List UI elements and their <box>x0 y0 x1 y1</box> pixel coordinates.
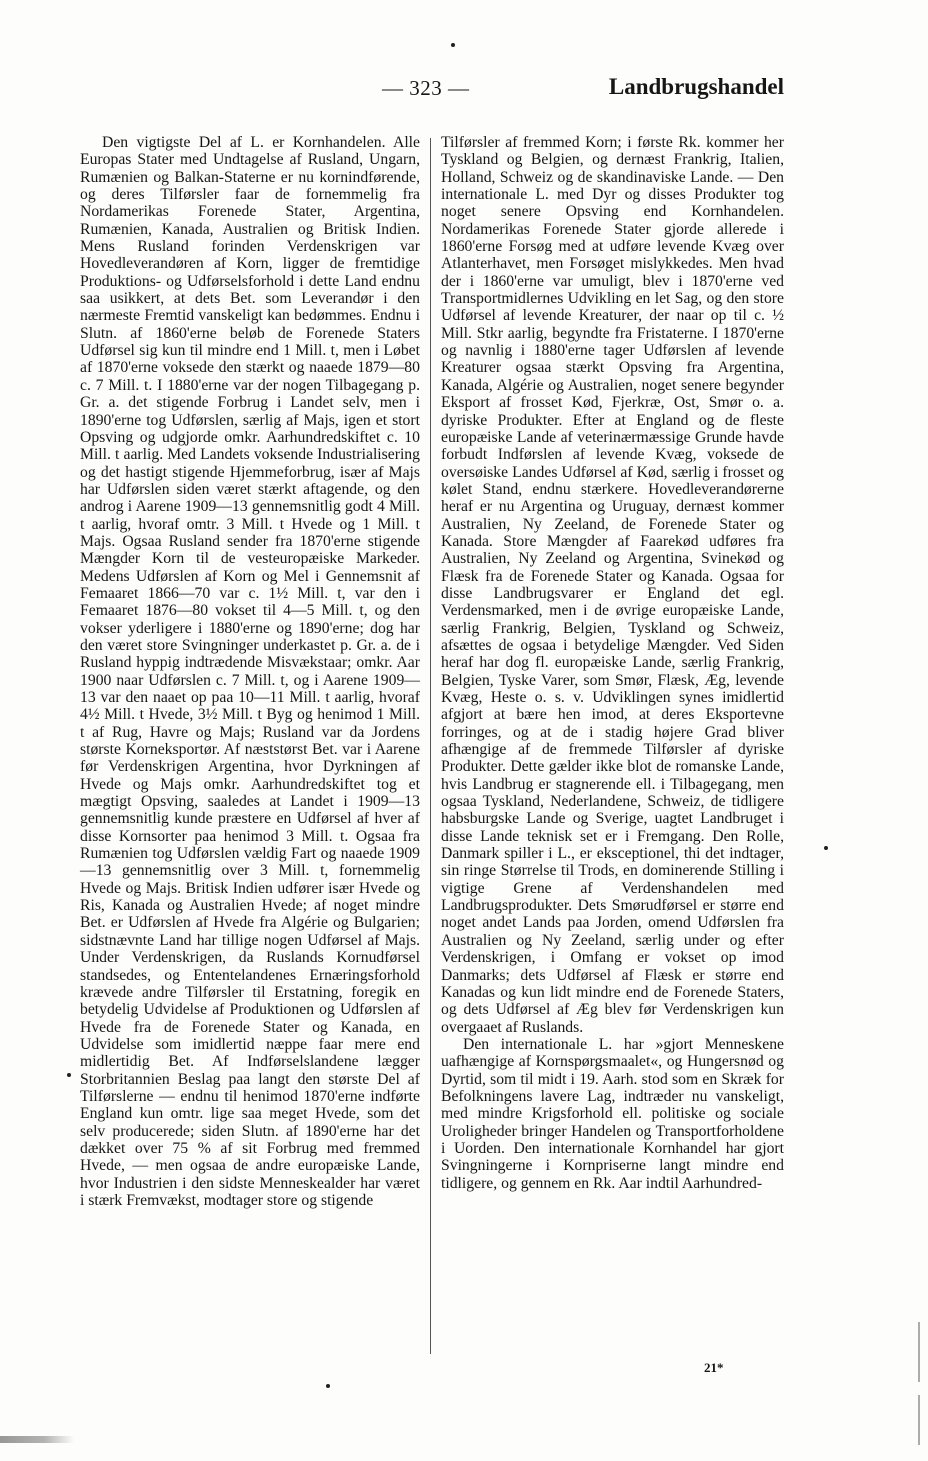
paragraph: Tilførsler af fremmed Korn; i første Rk. kommer her Tyskland og Belgien, og dernæst Frankrig, Italien, Holland, Schweiz og de skandinaviske Lande. — Den internationale L. med Dyr og disses Produkter tog noget senere Opsving end Kornhandelen. Nordamerikas Forenede Stater gjorde allerede i 1860'erne Forsøg med at udføre levende Kvæg over Atlanterhavet, men Forsøget mislykkedes. Men hvad der i 1860'erne var umuligt, blev i 1870'erne ved Transportmidlernes Udvikling en let Sag, og den store Udførsel af levende Kreaturer, der naar op til c. ½ Mill. Stkr aarlig, begyndte fra Fristaterne. I 1870'erne og navnlig i 1880'erne tager Udførslen af levende Kreaturer ogsaa stærkt Opsving fra Argentina, Kanada, Algérie og Australien, noget senere begynder Eksport af frosset Kød, Fjerkræ, Ost, Smør o. a. dyriske Produkter. Efter at England og de fleste europæiske Lande af veterinærmæssige Grunde havde forbudt Indførslen af levende Kvæg, voksede de oversøiske Landes Udførsel af Kød, særlig i frosset og kølet Stand, endnu stærkere. Hovedleverandørerne heraf er nu Argentina og Uruguay, dernæst kommer Australien, Ny Zeeland, de Forenede Stater og Kanada. Store Mængder af Faarekød udføres fra Australien, Ny Zeeland og Argentina, Svinekød og Flæsk fra de Forenede Stater og Kanada. Ogsaa for disse Landbrugsvarer er England det egl. Verdensmarked, men i de øvrige europæiske Lande, særlig Frankrig, Belgien, Tyskland og Schweiz, afsættes de ogsaa i betydelige Mængder. Ved Siden heraf har dog fl. europæiske Lande, særlig Frankrig, Belgien, Tyske Varer, som Smør, Flæsk, Æg, levende Kvæg, Heste o. s. v. Udviklingen synes imidlertid afgjort at bære hen imod, at deres Eksportevne forringes, og at de i stadig højere Grad bliver afhængige af de fremmede Tilførsler af dyriske Produkter. Dette gælder ikke blot de romanske Lande, hvis Landbrug er stagnerende ell. i Tilbagegang, men ogsaa Tyskland, Nederlandene, Schweiz, de tidligere habsburgske Lande og Sverige, uagtet Landbruget i disse Lande teknisk set er i Fremgang. Den Rolle, Danmark spiller i L., er eksceptionel, thi det indtager, sin ringe Størrelse til Trods, en dominerende Stilling i vigtige Grene af Verdenshandelen med Landbrugsprodukter. Dets Smørudførsel er større end noget andet Lands paa Jorden, omend Udførslen fra Australien og Ny Zeeland, særlig under og efter Verdenskrigen, i Omfang er vokset op imod Danmarks; dets Udførsel af Flæsk er større end Kanadas og kun lidt mindre end de Forenede Staters, og dets Udførsel af Æg blev før Verdenskrigen kun overgaaet af Ruslands. <box>441 134 784 1036</box>
scan-speck <box>451 43 455 47</box>
scan-edge-mark <box>918 1322 920 1382</box>
running-head: Landbrugshandel <box>608 74 784 99</box>
scan-speck <box>67 1073 71 1077</box>
scan-smudge <box>0 1436 74 1443</box>
sheet-signature: 21* <box>704 1360 724 1375</box>
page-header <box>0 74 928 106</box>
column-divider <box>430 138 431 1354</box>
left-column <box>80 134 420 1360</box>
page-number: — 323 — <box>382 76 470 100</box>
paragraph: Den internationale L. har »gjort Menneskene uafhængige af Kornspørgsmaalet«, og Hungersnød og Dyrtid, som til midt i 19. Aarh. stod som en Skræk for Befolkningens lavere Lag, indtræder nu vanskeligt, med mindre Krigsforhold ell. politiske og sociale Uroligheder bringer Handelen og Transportforholdene i Uorden. Den internationale Kornhandel har gjort Svingningerne i Kornpriserne langt mindre end tidligere, og gennem en Rk. Aar indtil Aarhundred- <box>441 1035 784 1192</box>
scan-speck <box>824 846 828 850</box>
scan-speck <box>326 1384 330 1388</box>
right-column <box>441 134 784 1346</box>
scan-edge-mark <box>918 1395 920 1445</box>
paragraph: Den vigtigste Del af L. er Kornhandelen. Alle Europas Stater med Undtagelse af Rusland, Ungarn, Rumænien og Balkan-Staterne er nu kornindførende, og deres Tilførsler faar de fornemmelig fra Nordamerikas Forenede Stater, Argentina, Rumænien, Kanada, Australien og Britisk Indien. Mens Rusland forinden Verdenskrigen var Hovedleverandøren af Korn, ligger de fremtidige Produktions- og Udførselsforhold i dette Land endnu saa usikkert, at dets Bet. som Leverandør i den nærmeste Fremtid vanskeligt kan bedømmes. Endnu i Slutn. af 1860'erne beløb de Forenede Staters Udførsel sig kun til mindre end 1 Mill. t, men i Løbet af 1870'erne voksede den stærkt og naaede 1879—80 c. 7 Mill. t. I 1880'erne var der nogen Tilbagegang p. Gr. a. det stigende Forbrug i Landet selv, men i 1890'erne tog Udførslen, særlig af Majs, igen et stort Opsving og udgjorde omkr. Aarhundredskiftet c. 10 Mill. t aarlig. Med Landets voksende Industrialisering og det hastigt stigende Hjemmeforbrug, især af Majs har Udførslen siden været stærkt aftagende, og den androg i Aarene 1909—13 gennemsnitlig godt 4 Mill. t aarlig, hvoraf omtr. 3 Mill. t Hvede og 1 Mill. t Majs. Ogsaa Rusland sender fra 1870'erne stigende Mængder Korn til de vesteuropæiske Markeder. Medens Udførslen af Korn og Mel i Gennemsnit af Femaaret 1866—70 var c. 1½ Mill. t, var den i Femaaret 1876—80 vokset til 4—5 Mill. t, og den vokser yderligere i 1880'erne og 1890'erne; dog har den været store Svingninger underkastet p. Gr. a. de i Rusland hyppig indtrædende Misvækstaar; omkr. Aar 1900 naar Udførslen c. 7 Mill. t, og i Aarene 1909—13 var den naaet op paa 10—11 Mill. t aarlig, hvoraf 4½ Mill. t Hvede, 3½ Mill. t Byg og henimod 1 Mill. t af Rug, Havre og Majs; Rusland var da Jordens største Korneksportør. Af næststørst Bet. var i Aarene før Verdenskrigen Argentina, hvor Dyrkningen af Hvede og Majs omkr. Aarhundredskiftet tog et mægtigt Opsving, saaledes at Landet i 1909—13 gennemsnitlig kunde præstere en Udførsel af hver af disse Kornsorter paa henimod 3 Mill. t. Ogsaa fra Rumænien tog Udførslen vældig Fart og naaede 1909—13 gennemsnitlig over 3 Mill. t, fornemmelig Hvede og Majs. Britisk Indien udfører især Hvede og Ris, Kanada og Australien Hvede; af noget mindre Bet. er Udførslen af Hvede fra Algérie og Bulgarien; sidstnævnte Land har tillige nogen Udførsel af Majs. Under Verdenskrigen, da Ruslands Kornudførsel standsedes, og Ententelandenes Ernæringsforhold krævede andre Tilførsler til Erstatning, foregik en betydelig Udvidelse af Produktionen og Udførslen af Hvede fra de Forenede Stater og Kanada, en Udvidelse som imidlertid næppe faar mere end midlertidig Bet. Af Indførselslandene lægger Storbritannien Beslag paa langt den største Del af Tilførslerne — endnu til henimod 1870'erne indførte England kun omtr. lige saa meget Hvede, som det selv producerede; siden Slutn. af 1890'erne har det dækket over 75 % af sit Forbrug med fremmed Hvede, — men ogsaa de andre europæiske Lande, hvor Industrien i den sidste Menneskealder har været i stærk Fremvækst, modtager store og stigende <box>80 134 420 1209</box>
